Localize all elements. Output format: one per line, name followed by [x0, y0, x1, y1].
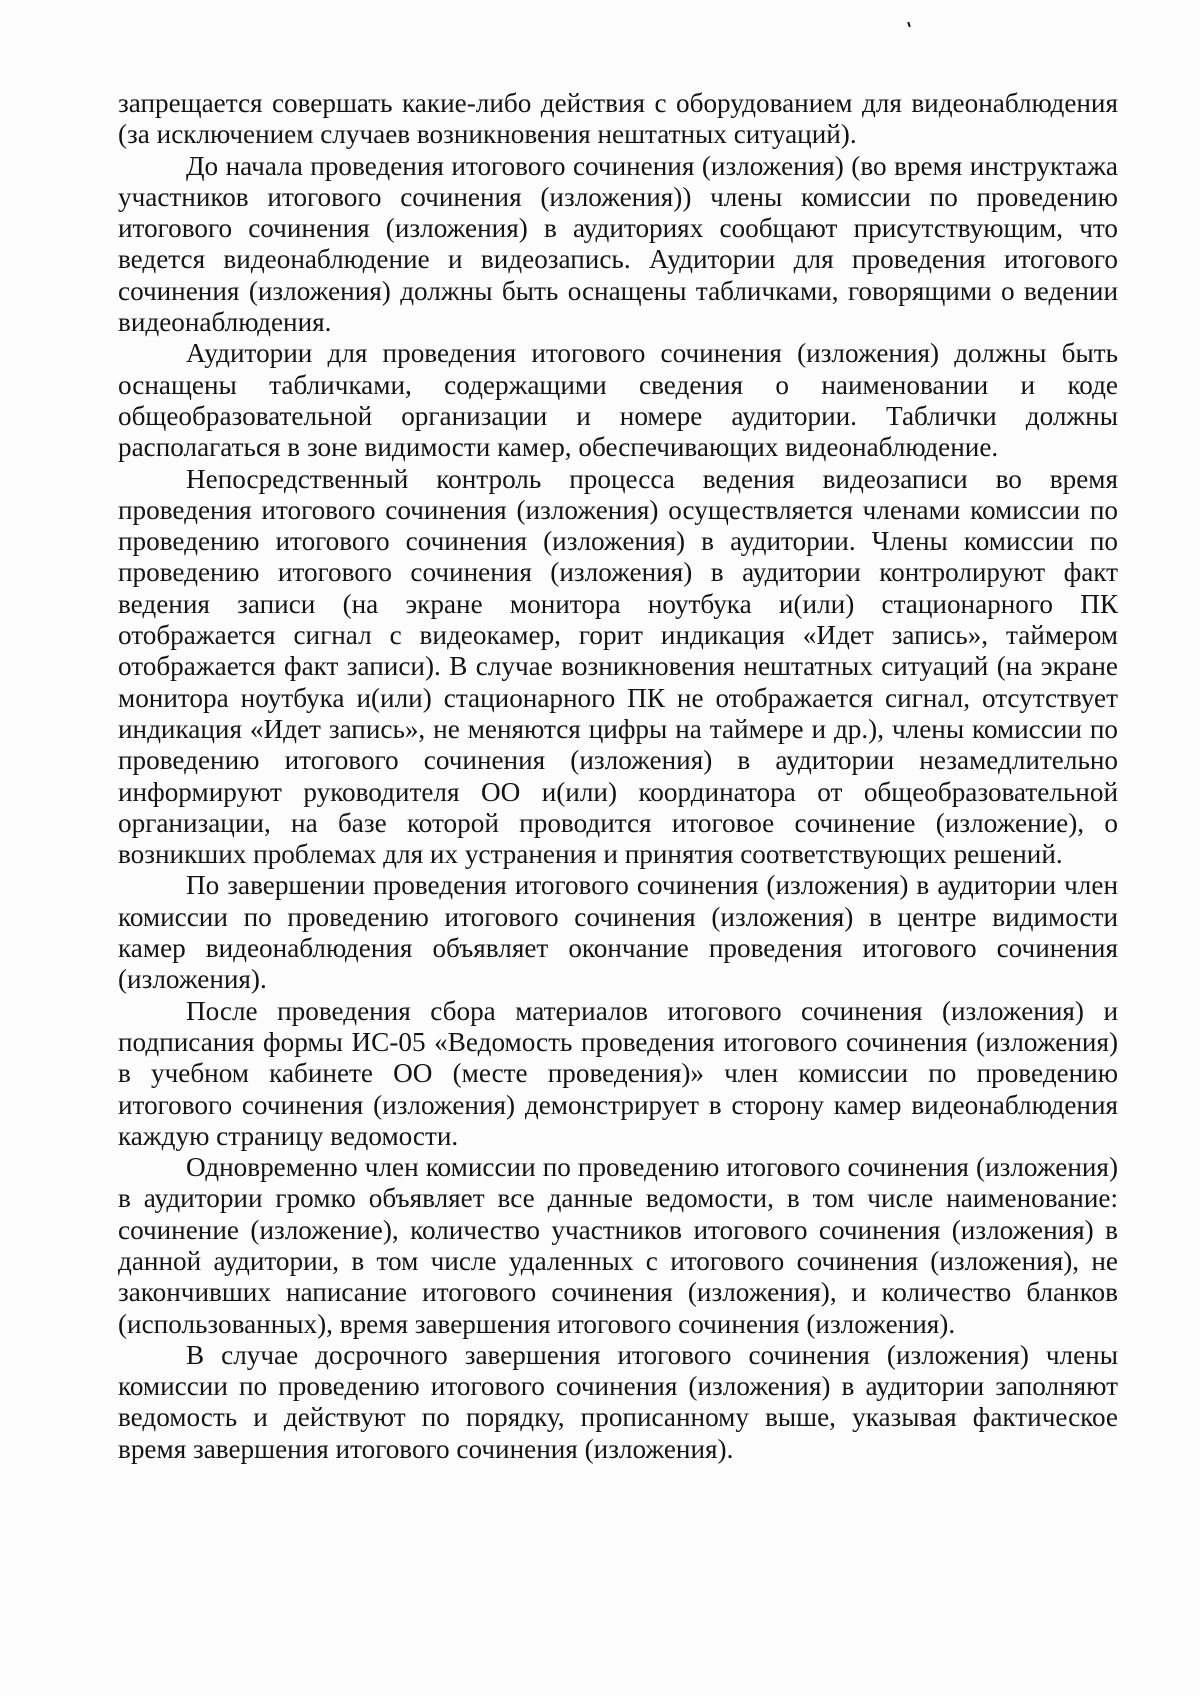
paragraph-briefing: До начала проведения итогового сочинения (изложения) (во время инструктажа участников итогового сочинения (изложения)) члены комиссии по проведению итогового сочинения (изложения) в аудиториях сообщают присутствующим, что ведется видеонаблюдение и видеозапись. Аудитории для проведения итогового сочинения (изложения) должны быть оснащены табличками, говорящими о ведении видеонаблюдения. — [118, 150, 1118, 338]
paragraph-early-completion: В случае досрочного завершения итогового сочинения (изложения) члены комиссии по проведению итогового сочинения (изложения) в аудитории заполняют ведомость и действуют по порядку, прописанному выше, указывая фактическое время завершения итогового сочинения (изложения). — [118, 1339, 1118, 1464]
scan-speck — [907, 22, 911, 27]
paragraph-data-announcement: Одновременно член комиссии по проведению итогового сочинения (изложения) в аудитории громко объявляет все данные ведомости, в том числе наименование: сочинение (изложение), количество участников итогового сочинения (изложения) в данной аудитории, в том числе удаленных с итогового сочинения (изложения), не закончивших написание итогового сочинения (изложения), и количество бланков (использованных), время завершения итогового сочинения (изложения). — [118, 1152, 1118, 1339]
paragraph-continuation: запрещается совершать какие-либо действия с оборудованием для видеонаблюдения (за исключением случаев возникновения нештатных ситуаций). — [118, 88, 1118, 150]
paragraph-room-signs: Аудитории для проведения итогового сочинения (изложения) должны быть оснащены табличками, содержащими сведения о наименовании и коде общеобразовательной организации и номере аудитории. Таблички должны располагаться в зоне видимости камер, обеспечивающих видеонаблюдение. — [118, 338, 1118, 463]
paragraph-recording-control: Непосредственный контроль процесса ведения видеозаписи во время проведения итогового сочинения (изложения) осуществляется членами комиссии по проведению итогового сочинения (изложения) в аудитории. Члены комиссии по проведению итогового сочинения (изложения) в аудитории контролируют факт ведения записи (на экране монитора ноутбука и(или) стационарного ПК отображается сигнал с видеокамер, горит индикация «Идет запись», таймером отображается факт записи). В случае возникновения нештатных ситуаций (на экране монитора ноутбука и(или) стационарного ПК не отображается сигнал, отсутствует индикация «Идет запись», не меняются цифры на таймере и др.), члены комиссии по проведению итогового сочинения (изложения) в аудитории незамедлительно информируют руководителя ОО и(или) координатора от общеобразовательной организации, на базе которой проводится итоговое сочинение (изложение), о возникших проблемах для их устранения и принятия соответствующих решений. — [118, 463, 1118, 870]
paragraph-completion: По завершении проведения итогового сочинения (изложения) в аудитории член комиссии по проведению итогового сочинения (изложения) в центре видимости камер видеонаблюдения объявляет окончание проведения итогового сочинения (изложения). — [118, 870, 1118, 995]
document-body — [118, 88, 1118, 1465]
paragraph-form-demonstration: После проведения сбора материалов итогового сочинения (изложения) и подписания формы ИС-05 «Ведомость проведения итогового сочинения (изложения) в учебном кабинете ОО (месте проведения)» член комиссии по проведению итогового сочинения (изложения) демонстрирует в сторону камер видеонаблюдения каждую страницу ведомости. — [118, 995, 1118, 1151]
